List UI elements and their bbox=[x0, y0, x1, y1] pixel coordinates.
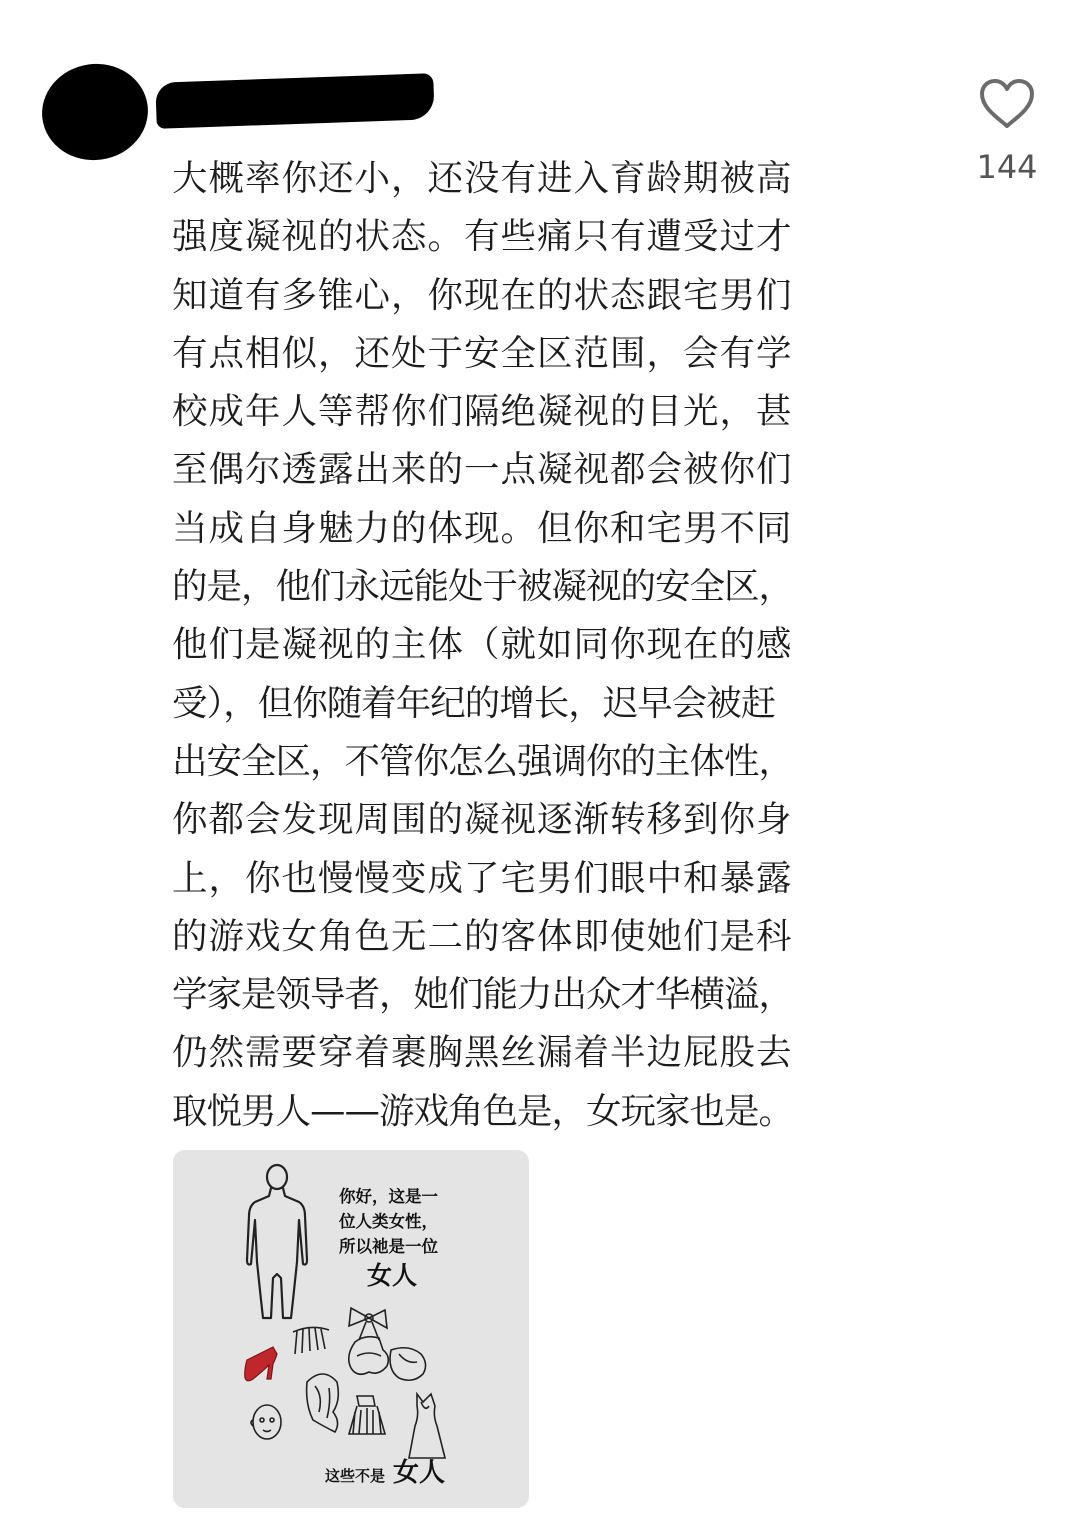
caption-big: 女人 bbox=[367, 1261, 418, 1290]
comment-line: 出安全区，不管你怎么强调你的主体性， bbox=[172, 740, 794, 782]
like-button[interactable] bbox=[962, 78, 1052, 186]
comment-text bbox=[172, 150, 932, 1141]
comment-line: 你都会发现周围的凝视逐渐转移到你身 bbox=[172, 799, 793, 841]
like-count: 144 bbox=[976, 148, 1038, 186]
garment-icon bbox=[390, 1348, 426, 1381]
comment-line: 校成年人等帮你们隔绝凝视的目光，甚 bbox=[172, 391, 793, 433]
high-heel-icon bbox=[245, 1347, 277, 1381]
human-figure-icon bbox=[247, 1165, 307, 1318]
comment-line: 学家是领导者，她们能力出众才华横溢， bbox=[172, 974, 794, 1016]
comment-line: 他们是凝视的主体（就如同你现在的感 bbox=[172, 624, 793, 666]
meme-image[interactable] bbox=[173, 1150, 529, 1508]
comment-line: 的游戏女角色无二的客体即使她们是科 bbox=[172, 915, 793, 957]
meme-caption bbox=[339, 1184, 455, 1293]
meme-footer bbox=[325, 1452, 445, 1489]
caption-line: 位人类女性， bbox=[339, 1212, 438, 1231]
dress-icon bbox=[409, 1394, 445, 1458]
comment-line: 取悦男人——游戏角色是，女玩家也是。 bbox=[172, 1090, 794, 1132]
avatar-redacted[interactable] bbox=[36, 57, 154, 167]
comment-line: 受），但你随着年纪的增长，迟早会被赶 bbox=[172, 682, 776, 724]
fringe-icon bbox=[293, 1327, 329, 1354]
comment-line: 强度凝视的状态。有些痛只有遭受过才 bbox=[172, 216, 793, 258]
comment-line: 有点相似，还处于安全区范围，会有学 bbox=[172, 332, 793, 374]
footer-big: 女人 bbox=[393, 1458, 446, 1488]
pleated-skirt-icon bbox=[349, 1396, 385, 1434]
head-icon bbox=[251, 1405, 281, 1439]
comment-line: 当成自身魅力的体现。但你和宅男不同 bbox=[172, 507, 793, 549]
username-redacted[interactable] bbox=[155, 73, 434, 129]
footer-small: 这些不是 bbox=[325, 1467, 386, 1485]
caption-line: 所以祂是一位 bbox=[339, 1237, 438, 1256]
heart-icon bbox=[978, 78, 1036, 130]
lace-skirt-icon bbox=[349, 1337, 389, 1375]
comment-line: 仍然需要穿着裹胸黑丝漏着半边屁股去 bbox=[172, 1032, 793, 1074]
caption-line: 你好，这是一 bbox=[339, 1187, 438, 1206]
comment-line: 至偶尔透露出来的一点凝视都会被你们 bbox=[172, 449, 793, 491]
comment-line: 的是，他们永远能处于被凝视的安全区， bbox=[172, 566, 794, 608]
comment-line: 上，你也慢慢变成了宅男们眼中和暴露 bbox=[172, 857, 793, 899]
comment-line: 知道有多锥心，你现在的状态跟宅男们 bbox=[172, 274, 793, 316]
bow-icon bbox=[349, 1308, 387, 1340]
comment-line: 大概率你还小，还没有进入育龄期被高 bbox=[172, 158, 793, 199]
wig-icon bbox=[307, 1374, 339, 1432]
